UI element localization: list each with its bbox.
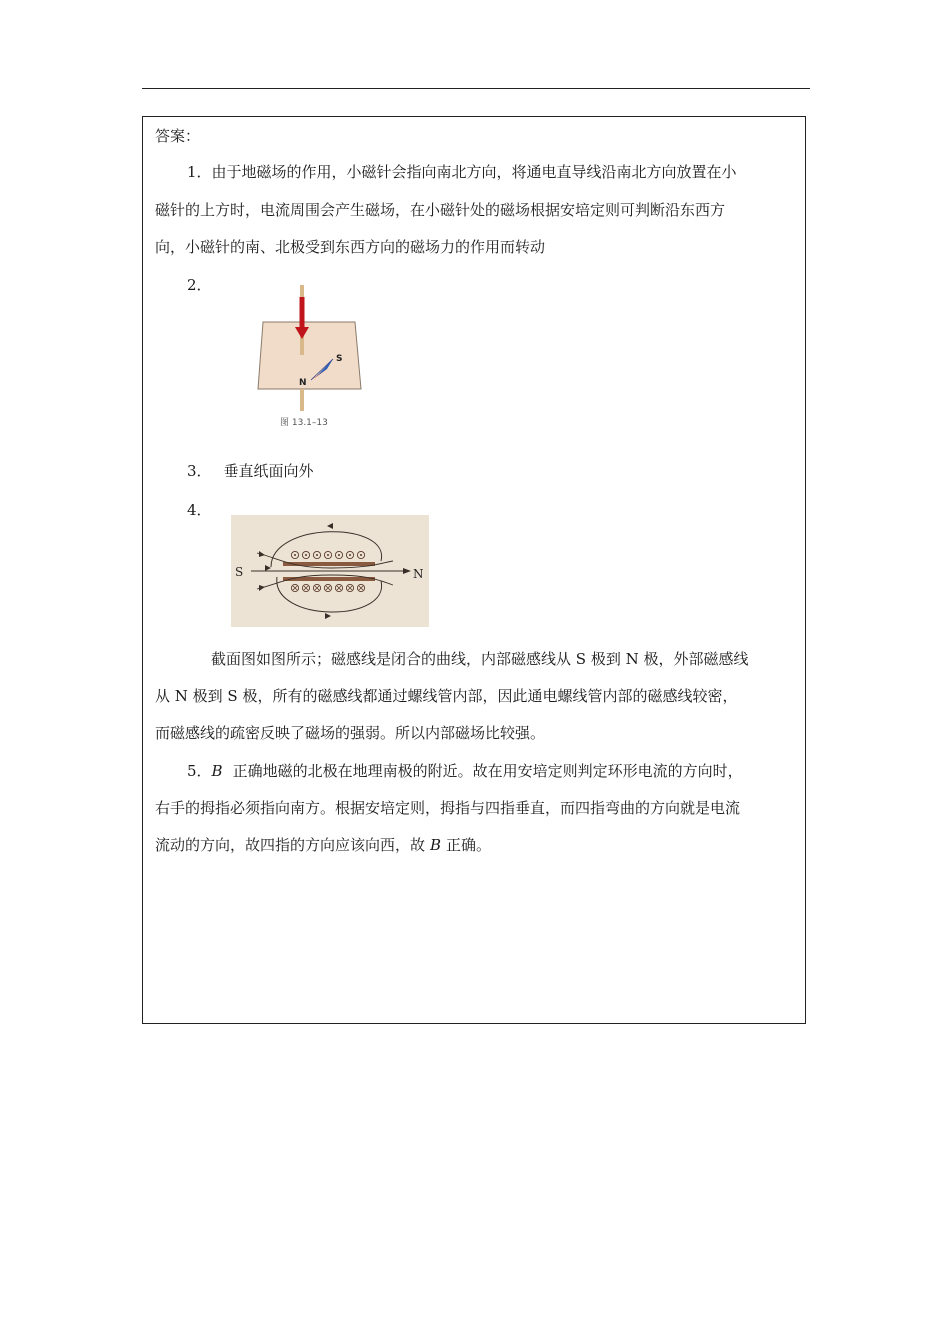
pole-label-s: S	[336, 354, 343, 364]
answer-heading: 答案：	[155, 127, 201, 145]
solenoid-field-figure	[231, 515, 429, 627]
item-1-line-3: 向，小磁针的南、北极受到东西方向的磁场力的作用而转动	[155, 238, 546, 256]
figure-caption: 图 13.1–13	[280, 418, 328, 428]
item-4-line-2: 从 N 极到 S 极，所有的磁感线都通过螺线管内部，因此通电螺线管内部的磁感线较密，	[155, 687, 738, 705]
paper-board	[258, 322, 361, 389]
compass-wire-figure	[243, 285, 393, 433]
item-5-line-2: 右手的拇指必须指向南方。根据安培定则，拇指与四指垂直，而四指弯曲的方向就是电流	[155, 799, 741, 817]
item-1-line-2: 磁针的上方时，电流周围会产生磁场，在小磁针处的磁场根据安培定则可判断沿东西方	[155, 201, 726, 219]
item-4-number: 4．	[187, 501, 212, 519]
answer-box	[142, 116, 806, 1024]
wire-bottom	[300, 389, 304, 411]
pole-label-n: N	[413, 567, 424, 581]
item-5-line-3: 流动的方向，故四指的方向应该向西，故 B 正确。	[155, 836, 492, 854]
pole-label-s: S	[235, 565, 244, 579]
current-arrow-shaft	[300, 297, 305, 329]
item-5-line-1: 5．B 正确地磁的北极在地理南极的附近。故在用安培定则判定环形电流的方向时，	[187, 762, 743, 780]
header-rule	[142, 88, 810, 89]
item-1-line-1: 1．由于地磁场的作用，小磁针会指向南北方向，将通电直导线沿南北方向放置在小	[187, 163, 737, 181]
item-2-number: 2．	[187, 276, 212, 294]
item-4-line-1: 截面图如图所示；磁感线是闭合的曲线，内部磁感线从 S 极到 N 极，外部磁感线	[211, 650, 749, 668]
item-3-line: 3． 垂直纸面向外	[187, 462, 314, 480]
item-4-line-3: 而磁感线的疏密反映了磁场的强弱。所以内部磁场比较强。	[155, 724, 546, 742]
pole-label-n: N	[299, 378, 307, 388]
solenoid-top-bar	[283, 562, 375, 566]
